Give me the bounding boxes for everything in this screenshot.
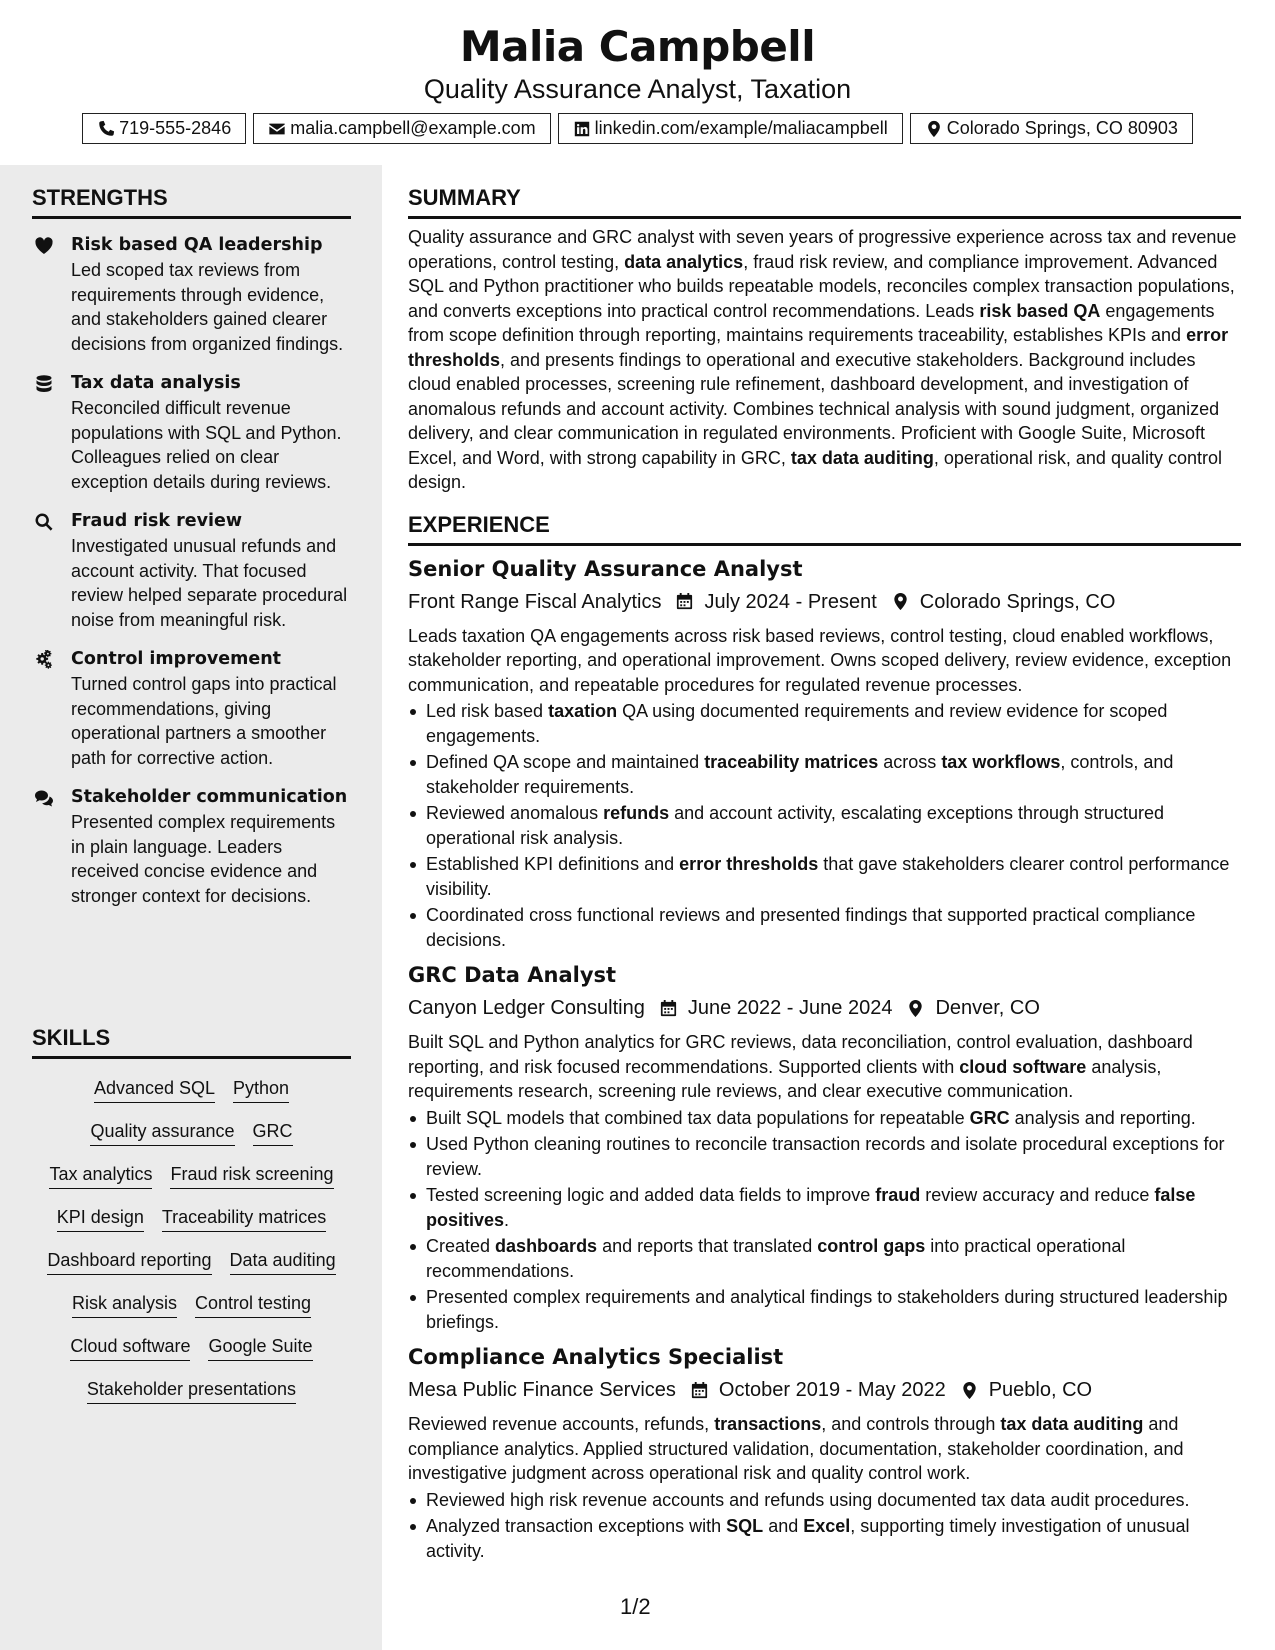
phone-text: 719-555-2846: [119, 118, 232, 138]
strength-desc: Reconciled difficult revenue populations with SQL and Python. Colleagues relied on clear exception details during reviews.: [71, 398, 342, 492]
skills-heading: SKILLS: [32, 1025, 351, 1059]
summary-heading: SUMMARY: [408, 185, 1241, 219]
skill-tag: KPI design: [57, 1204, 144, 1232]
job-description: Reviewed revenue accounts, refunds, transactions, and controls through tax data auditing and compliance analytics. Applied structured validation, documentation, stakeholder coordination, and investigative judgment across operational risk and quality control work.: [408, 1414, 1184, 1483]
job-meta: [408, 992, 1241, 1024]
strength-desc: Led scoped tax reviews from requirements through evidence, and stakeholders gained clearer decisions from organized findings.: [71, 260, 344, 354]
summary-text: Quality assurance and GRC analyst with seven years of progressive experience across tax and revenue operations, control testing, data analytics, fraud risk review, and compliance improvement. Advanced SQL and Python practitioner who builds repeatable models, reconciles complex transaction populations, and converts exceptions into practical control recommendations. Leads risk based QA engagements from scope definition through reporting, maintains requirements traceability, establishes KPIs and error thresholds, and presents findings to operational and executive stakeholders. Background includes cloud enabled processes, screening rule refinement, dashboard development, and investigation of anomalous refunds and account activity. Combines technical analysis with sound judgment, organized delivery, and clear communication in regulated environments. Proficient with Google Suite, Microsoft Excel, and Word, with strong capability in GRC, tax data auditing, operational risk, and quality control design.: [408, 227, 1237, 492]
location-text: Colorado Springs, CO 80903: [946, 118, 1178, 138]
linkedin-text: linkedin.com/example/maliacampbell: [594, 118, 888, 138]
strength-desc: Investigated unusual refunds and account activity. That focused review helped separate procedural noise from meaningful risk.: [71, 536, 348, 630]
strength-title: Tax data analysis: [71, 373, 241, 393]
calendar-icon: [675, 592, 694, 611]
skill-tag: Stakeholder presentations: [87, 1376, 296, 1404]
skill-tag: Control testing: [195, 1290, 311, 1318]
company-name: Mesa Public Finance Services: [408, 1379, 676, 1401]
strength-item: [32, 371, 351, 494]
map-pin-icon: [925, 120, 943, 138]
job-description: Leads taxation QA engagements across risk based reviews, control testing, cloud enabled workflows, stakeholder reporting, and operational improvement. Owns scoped delivery, review evidence, exception communication, and repeatable procedures for regulated revenue processes.: [408, 625, 1232, 695]
bullet-item: Defined QA scope and maintained traceability matrices across tax workflows, controls, and stakeholder requirements.: [408, 750, 1241, 799]
bullet-item: Reviewed high risk revenue accounts and refunds using documented tax data audit procedures.: [408, 1488, 1241, 1513]
skill-tag: Quality assurance: [90, 1118, 234, 1146]
strength-title: Control improvement: [71, 649, 282, 669]
strength-desc: Presented complex requirements in plain language. Leaders received concise evidence and stronger context for decisions.: [71, 812, 336, 906]
experience-section: [408, 512, 1241, 1564]
company-name: Front Range Fiscal Analytics: [408, 590, 662, 613]
bullet-item: Reviewed anomalous refunds and account activity, escalating exceptions through structured operational risk analysis.: [408, 801, 1241, 850]
contact-linkedin[interactable]: [558, 113, 903, 144]
contact-bar: [0, 113, 1275, 144]
skill-tag: Data auditing: [230, 1247, 336, 1275]
bullet-item: Built SQL models that combined tax data populations for repeatable GRC analysis and reporting.: [408, 1106, 1241, 1131]
strengths-section: [32, 185, 351, 923]
bullet-item: Coordinated cross functional reviews and presented findings that supported practical compliance decisions.: [408, 903, 1241, 952]
skill-tag: Cloud software: [70, 1333, 190, 1361]
job-title: Senior Quality Assurance Analyst: [408, 556, 803, 581]
strength-desc: Turned control gaps into practical recommendations, giving operational partners a smoother path for corrective action.: [71, 674, 337, 768]
map-pin-icon: [960, 1381, 979, 1400]
strengths-heading: STRENGTHS: [32, 185, 351, 219]
skill-tag: Fraud risk screening: [170, 1161, 333, 1189]
job-bullets: [408, 1106, 1241, 1335]
bullet-item: Presented complex requirements and analytical findings to stakeholders during structured leadership briefings.: [408, 1285, 1241, 1334]
sidebar: [0, 165, 382, 1650]
job-dates: October 2019 - May 2022: [718, 1379, 946, 1401]
calendar-icon: [659, 999, 678, 1018]
job-dates: June 2022 - June 2024: [687, 997, 893, 1019]
bullet-item: Analyzed transaction exceptions with SQL and Excel, supporting timely investigation of unusual activity.: [408, 1514, 1241, 1563]
job-entry: [408, 960, 1241, 1334]
skills-list: [32, 1059, 351, 1404]
job-title: Compliance Analytics Specialist: [408, 1345, 784, 1369]
gears-icon: [34, 650, 54, 670]
strength-item: [32, 785, 351, 908]
summary-section: [408, 185, 1241, 495]
strength-title: Risk based QA leadership: [71, 235, 323, 255]
skill-tag: GRC: [253, 1118, 293, 1146]
job-location: Colorado Springs, CO: [919, 590, 1116, 613]
job-dates: July 2024 - Present: [704, 590, 877, 613]
contact-phone[interactable]: [82, 113, 246, 144]
email-text: malia.campbell@example.com: [290, 118, 536, 138]
job-location: Pueblo, CO: [988, 1379, 1093, 1401]
job-meta: [408, 1374, 1241, 1406]
job-title: GRC Data Analyst: [408, 963, 617, 987]
database-icon: [34, 374, 54, 394]
candidate-name: Malia Campbell: [459, 22, 816, 71]
skill-tag: Dashboard reporting: [47, 1247, 211, 1275]
skill-tag: Tax analytics: [49, 1161, 152, 1189]
skill-tag: Risk analysis: [72, 1290, 177, 1318]
job-entry: [408, 1342, 1241, 1563]
skill-tag: Advanced SQL: [94, 1075, 215, 1103]
magnifier-icon: [34, 512, 54, 532]
job-title-headline: Quality Assurance Analyst, Taxation: [423, 74, 852, 104]
skill-tag: Traceability matrices: [162, 1204, 326, 1232]
bullet-item: Tested screening logic and added data fields to improve fraud review accuracy and reduce false positives.: [408, 1183, 1241, 1232]
job-bullets: [408, 1488, 1241, 1564]
skill-tag: Google Suite: [208, 1333, 312, 1361]
skill-tag: Python: [233, 1075, 289, 1103]
experience-heading: EXPERIENCE: [408, 512, 1241, 546]
strength-item: [32, 647, 351, 770]
strength-title: Stakeholder communication: [71, 787, 348, 807]
bullet-item: Used Python cleaning routines to reconcile transaction records and isolate procedural exceptions for review.: [408, 1132, 1241, 1181]
bullet-item: Established KPI definitions and error thresholds that gave stakeholders clearer control performance visibility.: [408, 852, 1241, 901]
map-pin-icon: [906, 999, 925, 1018]
job-meta: [408, 586, 1241, 618]
job-entry: [408, 554, 1241, 953]
page-number: 1/2: [620, 1594, 651, 1619]
job-bullets: [408, 699, 1241, 952]
envelope-icon: [268, 120, 286, 138]
main-content: [408, 165, 1241, 1565]
chat-bubbles-icon: [34, 788, 54, 808]
resume-header: [0, 0, 1275, 165]
strength-item: [32, 509, 351, 632]
job-description: Built SQL and Python analytics for GRC reviews, data reconciliation, control evaluation, dashboard reporting, and risk focused recommendations. Supported clients with cloud software analysis, requirements research, screening rule reviews, and clear executive communication.: [408, 1032, 1193, 1101]
company-name: Canyon Ledger Consulting: [408, 997, 645, 1019]
bullet-item: Created dashboards and reports that translated control gaps into practical operational recommendations.: [408, 1234, 1241, 1283]
heart-icon: [34, 236, 54, 256]
contact-location[interactable]: [910, 113, 1193, 144]
linkedin-icon: [573, 120, 591, 138]
skills-section: [32, 1025, 351, 1404]
phone-icon: [97, 120, 115, 138]
contact-email[interactable]: [253, 113, 550, 144]
job-location: Denver, CO: [935, 997, 1040, 1019]
calendar-icon: [690, 1381, 709, 1400]
map-pin-icon: [891, 592, 910, 611]
strength-title: Fraud risk review: [71, 511, 243, 531]
strength-item: [32, 233, 351, 356]
bullet-item: Led risk based taxation QA using documented requirements and review evidence for scoped engagements.: [408, 699, 1241, 748]
